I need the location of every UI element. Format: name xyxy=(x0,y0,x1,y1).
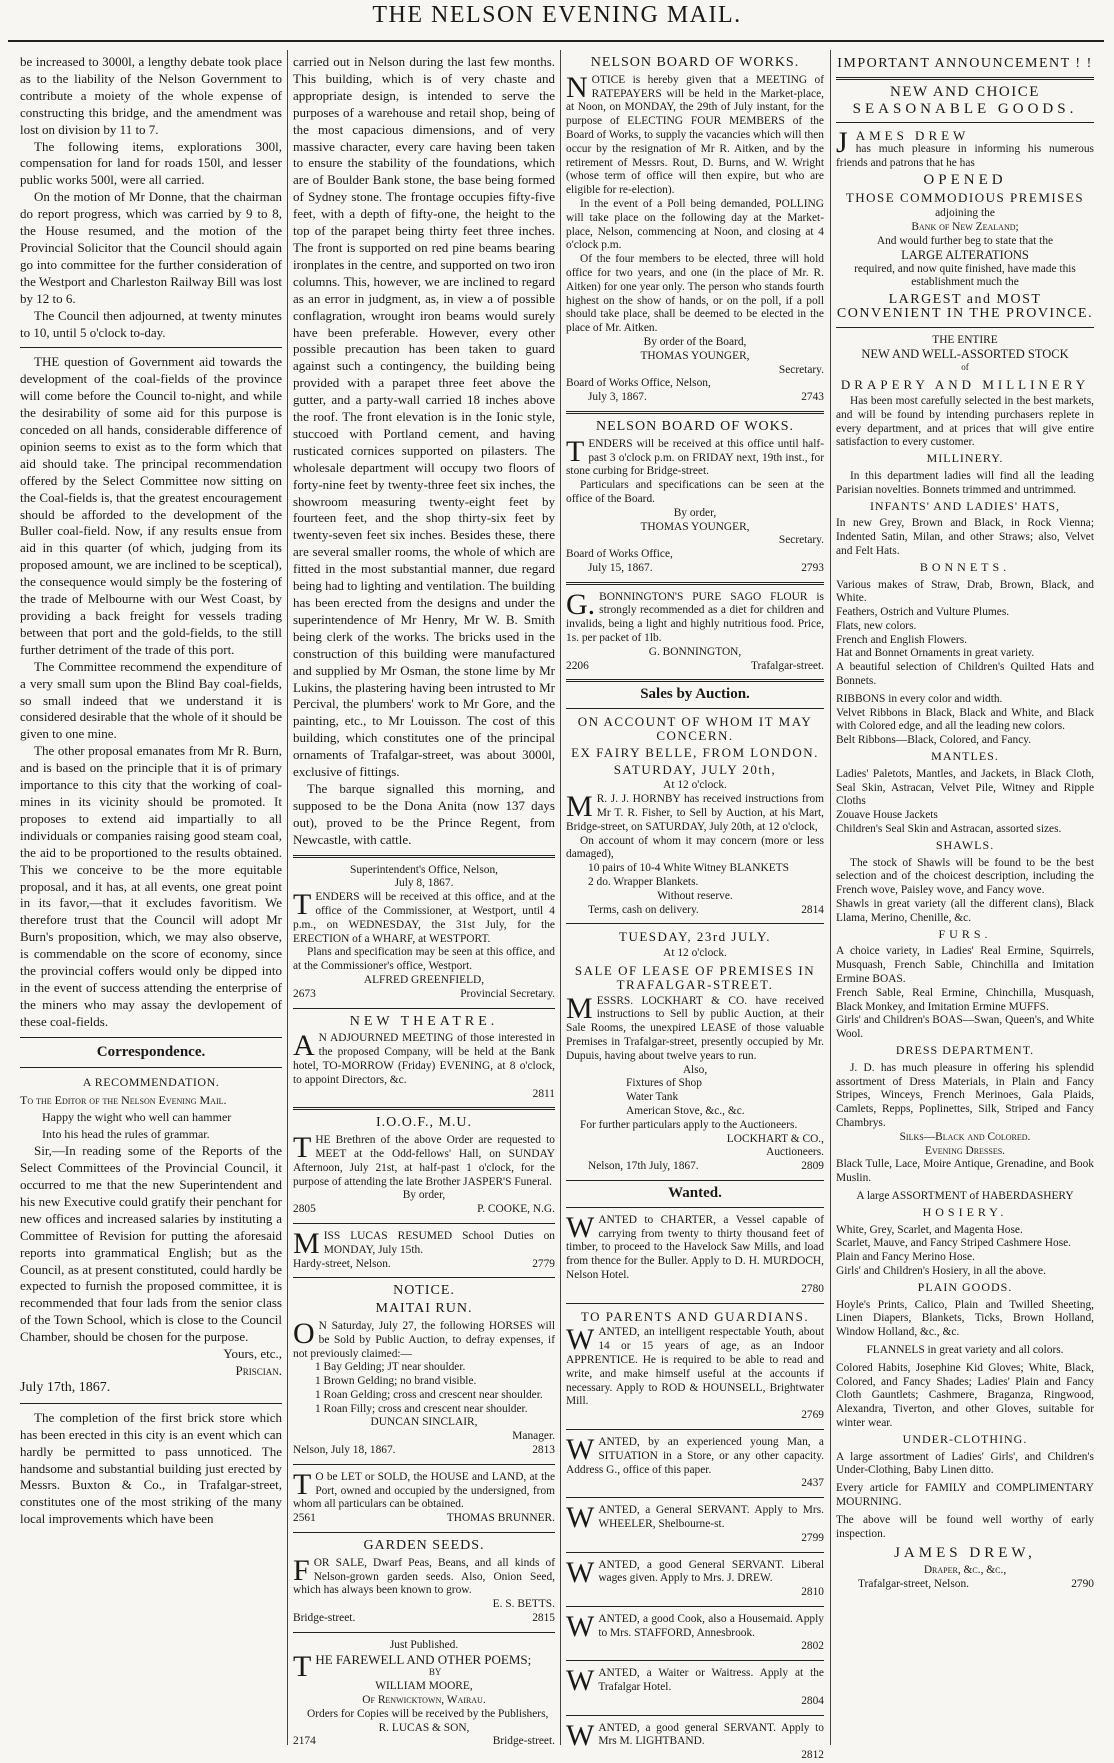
premises-heading: THOSE COMMODIOUS PREMISES xyxy=(845,189,1085,205)
column-rule-2 xyxy=(560,50,561,1745)
furs-item: Girls' and Children's BOAS—Swan, Queen's, and White Wool. xyxy=(836,1014,1094,1041)
column-rule-1 xyxy=(287,50,288,1745)
wanted-ad: WANTED to CHARTER, a Vessel capable of carrying from twenty to thirty thousand feet of timber, to proceed to the Havelock Saw Mills, and load from thence for the Buller. Apply to D. H. MURDOCH, Nelson Hotel. xyxy=(566,1210,824,1281)
theatre-body: AN ADJOURNED MEETING of those interested in the proposed Company, will be held at the Bank hotel, TO-MORROW (Friday) EVENING, at 8 o'clock, to appoint Directors, &c. xyxy=(293,1029,555,1086)
drew-signature: JAMES DREW, xyxy=(894,1545,1036,1562)
blanket-item: 2 do. Wrapper Blankets. xyxy=(588,876,699,889)
ad-number: 2811 xyxy=(532,1087,555,1100)
required-text: required, and now quite finished, have made this establishment much the xyxy=(854,262,1076,289)
poems-published: Just Published. xyxy=(389,1638,459,1651)
letter-signer: Priscian. xyxy=(235,1362,282,1378)
ad-address: Trafalgar-street, Nelson. xyxy=(858,1577,970,1590)
ad-number: 2790 xyxy=(1071,1577,1094,1590)
mourning-text: Every article for FAMILY and COMPLIMENTARY MOURNING. xyxy=(836,1482,1094,1508)
letter-closing: Yours, etc., xyxy=(223,1346,282,1362)
bonnets-item: Hat and Bonnet Ornaments in great variety. xyxy=(836,647,1035,660)
divider xyxy=(566,1660,824,1661)
silks-text: Silks—Black and Colored. xyxy=(899,1130,1031,1143)
millinery-heading: MILLINERY. xyxy=(926,451,1004,466)
divider xyxy=(20,1403,282,1404)
column-2 xyxy=(293,54,555,1748)
of-text: of xyxy=(961,362,969,373)
notice-heading: NOTICE. xyxy=(393,1283,455,1299)
lucas-body: MISS LUCAS RESUMED School Duties on MONDAY, July 15th. xyxy=(293,1226,555,1260)
ad-signature: ALFRED GREENFIELD, xyxy=(363,973,485,986)
hornby-body: MR. J. J. HORNBY has received instructions from Mr T. R. Fisher, to Sell by Auction, at his Mart, Bridge-street, on SATURDAY, July 20th, at 12 o'clock, xyxy=(566,790,824,833)
ad-signature: R. LUCAS & SON, xyxy=(378,1721,470,1734)
coalfields-editorial-para: The other proposal emanates from Mr R. Burn, and is based on the principle that it is of primary importance to this city that the working of coal-mines in its vicinity should be promoted. It proposes to extend aid impartially to all individuals or companies raising good steam coal, the aid to be proportioned to the results obtained. This we conceive to be the more equitable proposal, and it has, at all events, one great point in its favor,—that it excludes favoritism. We therefore trust that the Council will adopt Mr Burn's proposition, which, we may also observe, is commendable on the score of economy, since the provincial coffers would only be dipped into in the event of success attending the enterprise of the miners who may assay the devlopement of these coal-fields. xyxy=(20,743,282,1029)
divider xyxy=(566,708,824,709)
ad-signature: G. BONNINGTON, xyxy=(648,645,742,658)
ad-number: 2799 xyxy=(801,1531,824,1544)
hosiery-item: Plain and Fancy Merino Hose. xyxy=(836,1251,975,1264)
dress-text: J. D. has much pleasure in offering his splendid assortment of Dress Materials, in Plain and Fancy Stripes, Winceys, French Merinoes, Gala Plaids, Camlets, Repps, Poplinettes, Silk, Striped and Fancy Chambrys. xyxy=(836,1061,1094,1129)
ad-office: Board of Works Office, xyxy=(566,548,673,561)
column-4 xyxy=(836,54,1094,1744)
drapery-heading: DRAPERY AND MILLINERY xyxy=(840,377,1090,393)
maitai-body: ON Saturday, July 27, the following HORSES will be Sold by Public Auction, to defray expenses, if not previously claimed:— xyxy=(293,1316,555,1360)
ad-number: 2814 xyxy=(801,903,824,916)
divider xyxy=(566,1552,824,1553)
letter-title: A RECOMMENDATION. xyxy=(82,1074,220,1089)
divider xyxy=(566,1715,824,1716)
ribbons-item: RIBBONS in every color and width. xyxy=(836,692,1003,705)
garden-heading: GARDEN SEEDS. xyxy=(363,1538,485,1554)
ad-date: July 8, 1867. xyxy=(394,877,454,890)
poems-body: Orders for Copies will be received by the Publishers, xyxy=(307,1707,549,1720)
ad-address: Trafalgar-street. xyxy=(750,659,824,672)
hats-text: In new Grey, Brown and Black, in Rock Vienna; Indented Satin, Milan, and other Straws; also, Velvet and Felt Hats. xyxy=(836,517,1094,557)
divider xyxy=(293,1008,555,1009)
ad-number: 2779 xyxy=(532,1257,555,1270)
horse-item: 1 Roan Gelding; cross and crescent near shoulder. xyxy=(315,1388,543,1401)
sale-terms: Terms, cash on delivery. xyxy=(588,903,699,916)
divider xyxy=(20,1037,282,1038)
fixture-item: Fixtures of Shop xyxy=(626,1077,702,1090)
ad-office: Board of Works Office, Nelson, xyxy=(566,377,711,390)
lease-body: MESSRS. LOCKHART & CO. have received instructions to Sell by public Auction, at their Sale Rooms, the unexpired LEASE of those valuable Premises in Trafalgar-street, presently occupied by Mr. Dupuis, having about twelve years to run. xyxy=(566,991,824,1062)
council-report-para: The Council then adjourned, at twenty minutes to 10, until 5 o'clock to-day. xyxy=(20,307,282,340)
evening-text: Black Tulle, Lace, Moire Antique, Grenadine, and Book Muslin. xyxy=(836,1158,1094,1185)
board-works2-body: TENDERS will be received at this office until half-past 3 o'clock p.m. on FRIDAY next, 19th inst., for stone curbing for Bridge-street. xyxy=(566,434,824,478)
divider xyxy=(293,1107,555,1110)
inspection-text: The above will be found well worthy of early inspection. xyxy=(836,1513,1094,1540)
tuesday-heading: TUESDAY, 23rd JULY. xyxy=(619,929,771,945)
seasonable-heading: SEASONABLE GOODS. xyxy=(852,100,1078,117)
poems-title: THE FAREWELL AND OTHER POEMS; xyxy=(293,1649,532,1683)
bank-text: Bank of New Zealand; xyxy=(911,221,1019,234)
plain-goods-heading: PLAIN GOODS. xyxy=(917,1279,1013,1294)
divider xyxy=(566,411,824,414)
belle-heading: EX FAIRY BELLE, FROM LONDON. xyxy=(571,744,819,760)
let-body: TO be LET or SOLD, the HOUSE and LAND, at the Port, owned and occupied by the undersigned, from whom all particulars can be obtained. xyxy=(293,1467,555,1511)
ad-address: Hardy-street, Nelson. xyxy=(293,1257,391,1270)
furs-item: French Sable, Real Ermine, Chinchilla, Musquash, Black Monkey, and Imitation Ermine MUFFS. xyxy=(836,986,1094,1013)
sale-reserve: Without reserve. xyxy=(657,889,733,902)
theatre-heading: NEW THEATRE. xyxy=(349,1013,499,1029)
board-works-body: In the event of a Poll being demanded, POLLING will take place on the following day at the Market-place, Nelson, commencing at Noon, and closing at 4 o'clock p.m. xyxy=(566,197,824,252)
hats-heading: INFANTS' AND LADIES' HATS, xyxy=(869,498,1061,513)
ad-number: 2437 xyxy=(801,1477,824,1490)
millinery-text: In this department ladies will find all the leading Parisian novelties. Bonnets trimmed and untrimmed. xyxy=(836,469,1094,496)
ad-address: Bridge-street. xyxy=(293,1612,356,1625)
whom-heading: ON ACCOUNT OF WHOM IT MAY CONCERN. xyxy=(577,714,813,744)
wanted-ad: WANTED, a General SERVANT. Apply to Mrs. WHEELER, Shelbourne-st. xyxy=(566,1501,824,1535)
ad-number: 2815 xyxy=(532,1612,555,1625)
ad-number: 2810 xyxy=(801,1586,824,1599)
ad-signature: E. S. BETTS. xyxy=(492,1598,555,1611)
announcement-heading: IMPORTANT ANNOUNCEMENT ! ! xyxy=(837,56,1093,71)
divider xyxy=(293,1277,555,1278)
poems-of: Of Renwicktown, Wairau. xyxy=(362,1694,486,1707)
ribbons-item: Velvet Ribbons in Black, Black and White, and Black with Colored edge, and all the leading new colors. xyxy=(836,706,1094,733)
divider xyxy=(836,327,1094,328)
shawls-item: Shawls in great variety (all the different clans), Black Llama, Merino, Chenille, &c. xyxy=(836,898,1094,924)
board-works-body: Of the four members to be elected, three will hold office for two years, and one (in the place of Mr. R. Aitken) for one year only. The person who stands fourth highest on the show of hands, or on the poll, if a poll should take place, shall be deemed to be elected in the place of Mr. Aitken. xyxy=(566,253,824,335)
board-works-heading: NELSON BOARD OF WORKS. xyxy=(590,55,800,70)
wanted-ad: WANTED, a good General SERVANT. Liberal wages given. Apply to Mrs. J. DREW. xyxy=(566,1555,824,1589)
wanted-ad: WANTED, a good general SERVANT. Apply to Mrs M. LIGHTBAND. xyxy=(566,1718,824,1752)
stock-heading: NEW AND WELL-ASSORTED STOCK xyxy=(861,346,1069,361)
horse-item: 1 Roan Filly; cross and crescent near shoulder. xyxy=(315,1402,528,1415)
ad-signature: THOMAS BRUNNER. xyxy=(446,1512,555,1525)
entire-text: THE ENTIRE xyxy=(932,333,998,346)
council-report-para: be increased to 3000l, a lengthy debate took place as to the liability of the Nelson Government to contribute a moiety of the whole expense of constructing this bridge, and the amendment was lost on division by 11 to 7. xyxy=(20,54,282,137)
bonnets-heading: BONNETS. xyxy=(919,559,1011,574)
ad-number: 2805 xyxy=(293,1203,316,1216)
selected-text: Has been most carefully selected in the best markets, and will be found by intending purchasers replete in every department, and at prices that will give entire satisfaction to every customer. xyxy=(836,394,1094,449)
divider xyxy=(566,1180,824,1181)
verse-line: Happy the wight who well can hammer xyxy=(42,1110,232,1125)
parents-heading: TO PARENTS AND GUARDIANS. xyxy=(580,1308,810,1324)
mantles-item: Children's Seal Skin and Astracan, assorted sizes. xyxy=(836,823,1062,836)
flannels-text: FLANNELS in great variety and all colors. xyxy=(866,1343,1064,1356)
hosiery-item: Girls' and Children's Hosiery, in all the above. xyxy=(836,1264,1046,1277)
lease-also: Also, xyxy=(682,1063,708,1076)
column-1 xyxy=(20,54,282,1744)
habits-text: Colored Habits, Josephine Kid Gloves; White, Black, Colored, and Fancy Shades; Ladies' Plain and Fancy Cloth Gauntlets; Cashmere, Braganza, Ringwood, Alexandra, Tiverton, and other Gloves, suitable for winter wear. xyxy=(836,1361,1094,1429)
furs-item: A choice variety, in Ladies' Real Ermine, Squirrels, Musquash, French Sable, Chinchilla and Imitation Ermine BOAS. xyxy=(836,945,1094,986)
adjoining-text: adjoining the xyxy=(935,207,995,220)
board-works-body: NOTICE is hereby given that a MEETING of RATEPAYERS will be held in the Market-place, at Noon, on MONDAY, the 29th of July instant, for the purpose of ELECTING FOUR MEMBERS of the Board of Works, to supply the vacancies which will then occur by the resignation of Mr R. Aitken, and by the retirement of Messrs. Rout, D. Burns, and W. Wright (whose term of office will then expire, but who are eligible for re-election). xyxy=(566,70,824,197)
hosiery-heading: HOSIERY. xyxy=(922,1204,1008,1219)
bonnets-item: Various makes of Straw, Drab, Brown, Black, and White. xyxy=(836,578,1094,605)
divider xyxy=(20,347,282,348)
ad-role: Provincial Secretary. xyxy=(460,987,555,1000)
brick-store-continued: carried out in Nelson during the last few months. This building, which is of very chaste and appropriate design, is intended to serve the purposes of a warehouse and retail shop, being of the most capacious dimensions, and of very massive character, every care having been taken to ensure the stability of the foundations, which are of Boulder Bank stone, the base being formed of Sydney stone. The frontage occupies fifty-five feet, with a depth of fifty-one, the height to the top of the parapet being thirty feet three inches. The front is supported on red pine beams bearing ironplates in the centre, and supported on two iron columns. This, however, we are inclined to regard as an error in judgment, as, in view a of possible conflagration, wrought iron beams would surely have been preferable. However, every other possible precaution has been taken to guard against such a contingency, the building being provided with a parapet three feet above the gutter, and a party-wall carried 18 inches above the roof. The front elevation is in the Ionic style, stuccoed with Portland cement, and having rusticated cornices supported on pilasters. The wholesale department will occupy two floors of forty-nine feet by twenty-three feet six inches, the showroom measuring twenty-eight feet by fourteen feet, and the shop thirty-six feet by twenty-seven feet six inches. Besides these, there are several smaller rooms, the whole of which are fitted in the most substantial manner, due regard being had to lighting and ventilation. The building has been erected from the designs and under the superintendence of Mr Henry, Mr W. B. Smith being clerk of the works. The bricks used in the construction of this building were manufactured and supplied by Mr Osman, the stone lime by Mr Lukins, the plastering having been intrusted to Mr Percival, the plumbers' work to Mr Gore, and the painting, etc., to Mr Louisson. The cost of this building, which constitutes one of the principal ornaments of Trafalgar-street, was about 3000l, exclusive of fittings. xyxy=(293,54,555,780)
hornby-body: On account of whom it may concern (more or less damaged), xyxy=(566,834,824,861)
ad-header: Superintendent's Office, Nelson, xyxy=(350,863,498,876)
ad-number: 2812 xyxy=(801,1749,824,1762)
barque-para: The barque signalled this morning, and supposed to be the Dona Anita (now 137 days out), proved to be the Prince Regent, from Newcastle, with cattle. xyxy=(293,780,555,847)
lease-heading: SALE OF LEASE OF PREMISES IN TRAFALGAR-STREET. xyxy=(574,963,816,992)
ad-number: 2769 xyxy=(801,1409,824,1422)
divider xyxy=(293,1464,555,1465)
ad-signature: THOMAS YOUNGER, xyxy=(640,520,750,533)
divider xyxy=(293,1632,555,1633)
ad-date: Nelson, July 18, 1867. xyxy=(293,1444,396,1457)
lease-body: For further particulars apply to the Auctioneers. xyxy=(580,1118,798,1131)
further-text: And would further beg to state that the xyxy=(876,234,1054,247)
garden-body: FOR SALE, Dwarf Peas, Beans, and all kinds of Nelson-grown garden seeds. Also, Onion Seed, which has always been known to grow. xyxy=(293,1553,555,1597)
coalfields-editorial-para: The Committee recommend the expenditure of a very small sum upon the Blind Bay coal-fields, so small indeed that we understand it is considered desirable that the whole of it should be given to one mine. xyxy=(20,658,282,742)
divider xyxy=(20,1067,282,1068)
wanted-heading: Wanted. xyxy=(668,1184,722,1201)
ribbons-item: Belt Ribbons—Black, Colored, and Fancy. xyxy=(836,734,1032,747)
bonnets-item: French and English Flowers. xyxy=(836,633,967,646)
column-rule-3 xyxy=(830,50,831,1745)
fixture-item: American Stove, &c., &c. xyxy=(626,1104,745,1117)
ad-byorder: By order of the Board, xyxy=(643,335,747,348)
divider xyxy=(566,679,824,682)
letter-date: July 17th, 1867. xyxy=(20,1379,111,1395)
mantles-item: Ladies' Paletots, Mantles, and Jackets, in Black Cloth, Seal Skin, Astracan, Velvet Pile, Witney and Ripple Cloths xyxy=(836,767,1094,808)
council-report-para: On the motion of Mr Donne, that the chairman do report progress, which was carried by 9 to 8, the House resumed, and the motion of the Provincial Solicitor that the Council should again go into committee for the further consideration of the Westport and Charleston Railway Bill was lost by 12 to 6. xyxy=(20,189,282,306)
mantles-item: Zouave House Jackets xyxy=(836,809,938,822)
ad-role: Auctioneers. xyxy=(766,1146,824,1159)
ad-date: Nelson, 17th July, 1867. xyxy=(588,1160,699,1173)
horse-item: 1 Brown Gelding; no brand visible. xyxy=(315,1375,477,1388)
ad-number: 2793 xyxy=(801,561,824,574)
masthead-rule xyxy=(8,40,1104,42)
ad-number: 2804 xyxy=(801,1694,824,1707)
opened-heading: OPENED xyxy=(923,171,1007,188)
poems-author: WILLIAM MOORE, xyxy=(375,1680,473,1693)
divider xyxy=(293,1532,555,1533)
alterations-heading: LARGE ALTERATIONS xyxy=(901,247,1029,262)
ad-number: 2561 xyxy=(293,1512,316,1525)
ioof-heading: I.O.O.F., M.U. xyxy=(375,1115,473,1131)
ad-number: 2673 xyxy=(293,987,316,1000)
underclothing-heading: UNDER-CLOTHING. xyxy=(902,1431,1028,1446)
letter-body: Sir,—In reading some of the Reports of the Select Committees of the Provincial Council, it occurred to me that the new Superintendent and his new Executive could gratify their penchant for new offices and increased salaries by instituting a Committee of Revision for putting the aforesaid reports into grammatical English; but as the Council, as at present constituted, could hardly be expected to furnish the proposed committee, it is recommended that four lads from the senior class of the Town School, which is close to the Council Chamber, should be chosen for the purpose. xyxy=(20,1143,282,1345)
shawls-item: The stock of Shawls will be found to be the best selection and of the choicest description, including the French wove, Paisley wove, and Fancy wove. xyxy=(836,856,1094,897)
saturday-heading: SATURDAY, JULY 20th, xyxy=(613,761,777,777)
ad-date: July 15, 1867. xyxy=(588,561,653,574)
ad-signature: DUNCAN SINCLAIR, xyxy=(370,1416,478,1429)
largest-heading: LARGEST and MOST CONVENIENT IN THE PROVINCE. xyxy=(836,292,1094,321)
divider xyxy=(566,1606,824,1607)
ad-byorder: By order, xyxy=(673,506,717,519)
hosiery-item: White, Grey, Scarlet, and Magenta Hose. xyxy=(836,1223,1023,1236)
ad-number: 2813 xyxy=(532,1444,555,1457)
ad-number: 2174 xyxy=(293,1735,316,1748)
sago-body: G.BONNINGTON'S PURE SAGO FLOUR is strongly recommended as a diet for children and invalids, being a light and highly nutritious food. Price, 1s. per packet of 1lb. xyxy=(566,587,824,645)
divider xyxy=(836,122,1094,123)
bonnets-item: A beautiful selection of Children's Quilted Hats and Bonnets. xyxy=(836,661,1094,688)
shawls-heading: SHAWLS. xyxy=(935,837,995,852)
sale-time: At 12 o'clock. xyxy=(663,779,727,792)
board-works2-heading: NELSON BOARD OF WOKS. xyxy=(595,418,795,434)
furs-heading: FURS. xyxy=(938,926,992,941)
ad-date: July 3, 1867. xyxy=(588,391,647,404)
divider xyxy=(566,1497,824,1498)
ad-signature: THOMAS YOUNGER, xyxy=(640,349,750,362)
ad-address: Bridge-street. xyxy=(492,1735,555,1748)
brick-store-para: The completion of the first brick store which has been erected in this city is an event which can hardly be permitted to pass unnoticed. The handsome and substantial building just erected by Messrs. Buxton & Co., in Trafalgar-street, constitutes one of the most striking of the many local improvements which have been xyxy=(20,1409,282,1527)
divider xyxy=(293,1223,555,1224)
ad-byorder: By order, xyxy=(402,1189,446,1202)
ad-number: 2743 xyxy=(801,391,824,404)
mantles-heading: MANTLES. xyxy=(931,749,999,764)
masthead: THE NELSON EVENING MAIL. xyxy=(372,2,742,28)
wharf-tender-body: TENDERS will be received at this office, and at the office of the Commissioner, at Westport, until 4 p.m., on WEDNESDAY, the 31st July, for the ERECTION of a WHARF, at WESTPORT. xyxy=(293,888,555,945)
maitai-heading: MAITAI RUN. xyxy=(375,1301,473,1317)
horse-item: 1 Bay Gelding; JT near shoulder. xyxy=(315,1361,466,1374)
wanted-ad: WANTED, a good Cook, also a Housemaid. Apply to Mrs. STAFFORD, Annesbrook. xyxy=(566,1609,824,1643)
column-3 xyxy=(566,54,824,1762)
ad-signature: LOCKHART & CO., xyxy=(726,1132,824,1145)
divider xyxy=(566,582,824,585)
divider xyxy=(566,1303,824,1304)
draper-text: Draper, &c., &c., xyxy=(923,1564,1007,1577)
ad-number: 2802 xyxy=(801,1640,824,1653)
dress-heading: DRESS DEPARTMENT. xyxy=(895,1043,1035,1057)
drew-name: JAMES DREW xyxy=(836,126,970,160)
ioof-body: THE Brethren of the above Order are requested to MEET at the Odd-fellows' Hall, on SUNDAY Afternoon, July 21st, at half-past 1 o'clock, for the purpose of attending the late Brother JASPER'S Funeral. xyxy=(293,1131,555,1188)
wharf-tender-body: Plans and specification may be seen at this office, and at the Commissioner's office, Westport. xyxy=(293,946,555,973)
council-report-para: The following items, explorations 300l, compensation for land for roads 150l, and lesser public works 500l, were all carried. xyxy=(20,138,282,188)
blanket-item: 10 pairs of 10-4 White Witney BLANKETS xyxy=(588,862,789,875)
divider xyxy=(836,77,1094,80)
hosiery-item: Scarlet, Mauve, and Fancy Striped Cashmere Hose. xyxy=(836,1237,1072,1250)
sale-time: At 12 o'clock. xyxy=(663,947,727,960)
verse-line: Into his head the rules of grammar. xyxy=(42,1127,210,1142)
bonnets-item: Flats, new colors. xyxy=(836,619,917,632)
ad-number: 2780 xyxy=(801,1282,824,1295)
new-choice-heading: NEW AND CHOICE xyxy=(890,83,1040,100)
coalfields-editorial-para: THE question of Government aid towards the development of the coal-fields of the province will come before the Council to-night, and while the desirability of some aid for this purpose is conceded on all hands, considerable difference of opinion seems to exist as to the form which that aid should take. The principal recommendation offered by the Select Committee now sitting on the Coal-fields is, that the greatest encouragement should be afforded to the development of the Buller coal-field. Now, if any results ensue from aid in this quarter (of which, judging from its proposed amount, we are inclined to be sceptical), the consequence would simply be the fostering of the trade of Melbourne with our West Coast, by providing a back freight for vessels trading between that port and the gold-fields, to the still further detriment of the trade of this port. xyxy=(20,354,282,657)
ad-number: 2206 xyxy=(566,659,589,672)
wanted-ad: WANTED, an intelligent respectable Youth, about 14 or 15 years of age, as an Indoor APPRENTICE. He is required to be able to read and write, and make himself useful at the accounts if necessary. Apply to ROD & HOUNSELL, Brightwater Mill. xyxy=(566,1323,824,1408)
haberdashery-text: A large ASSORTMENT of HABERDASHERY xyxy=(856,1189,1074,1202)
ad-number: 2809 xyxy=(801,1160,824,1173)
divider xyxy=(566,1429,824,1430)
board-works2-body: Particulars and specifications can be seen at the office of the Board. xyxy=(566,479,824,505)
bonnets-item: Feathers, Ostrich and Vulture Plumes. xyxy=(836,606,1010,619)
divider xyxy=(566,1207,824,1208)
underclothing-text: A large assortment of Ladies' Girls', and Children's Under-Clothing, Baby Linen ditto. xyxy=(836,1450,1094,1477)
divider xyxy=(566,923,824,924)
auction-heading: Sales by Auction. xyxy=(640,686,750,703)
ad-role: Secretary. xyxy=(778,363,824,376)
poems-by: BY xyxy=(428,1667,442,1678)
ad-role: Manager. xyxy=(512,1430,555,1443)
fixture-item: Water Tank xyxy=(626,1091,679,1104)
letter-addressee: To the Editor of the Nelson Evening Mail. xyxy=(20,1093,227,1108)
wanted-ad: WANTED, a Waiter or Waitress. Apply at the Trafalgar Hotel. xyxy=(566,1664,824,1698)
plain-goods-text: Hoyle's Prints, Calico, Plain and Twilled Sheeting, Linen Diapers, Blankets, Ticks, Brown Holland, Window Holland, &c., &c. xyxy=(836,1298,1094,1339)
evening-heading: Evening Dresses. xyxy=(925,1144,1005,1157)
ad-signature: P. COOKE, N.G. xyxy=(477,1203,555,1216)
drew-intro: has much pleasure in informing his numerous friends and patrons that he has xyxy=(836,143,1094,169)
wanted-ad: WANTED, by an experienced young Man, a SITUATION in a Store, or any other capacity. Address G., office of this paper. xyxy=(566,1432,824,1476)
correspondence-heading: Correspondence. xyxy=(96,1043,206,1060)
ad-role: Secretary. xyxy=(778,534,824,547)
divider xyxy=(293,855,555,858)
